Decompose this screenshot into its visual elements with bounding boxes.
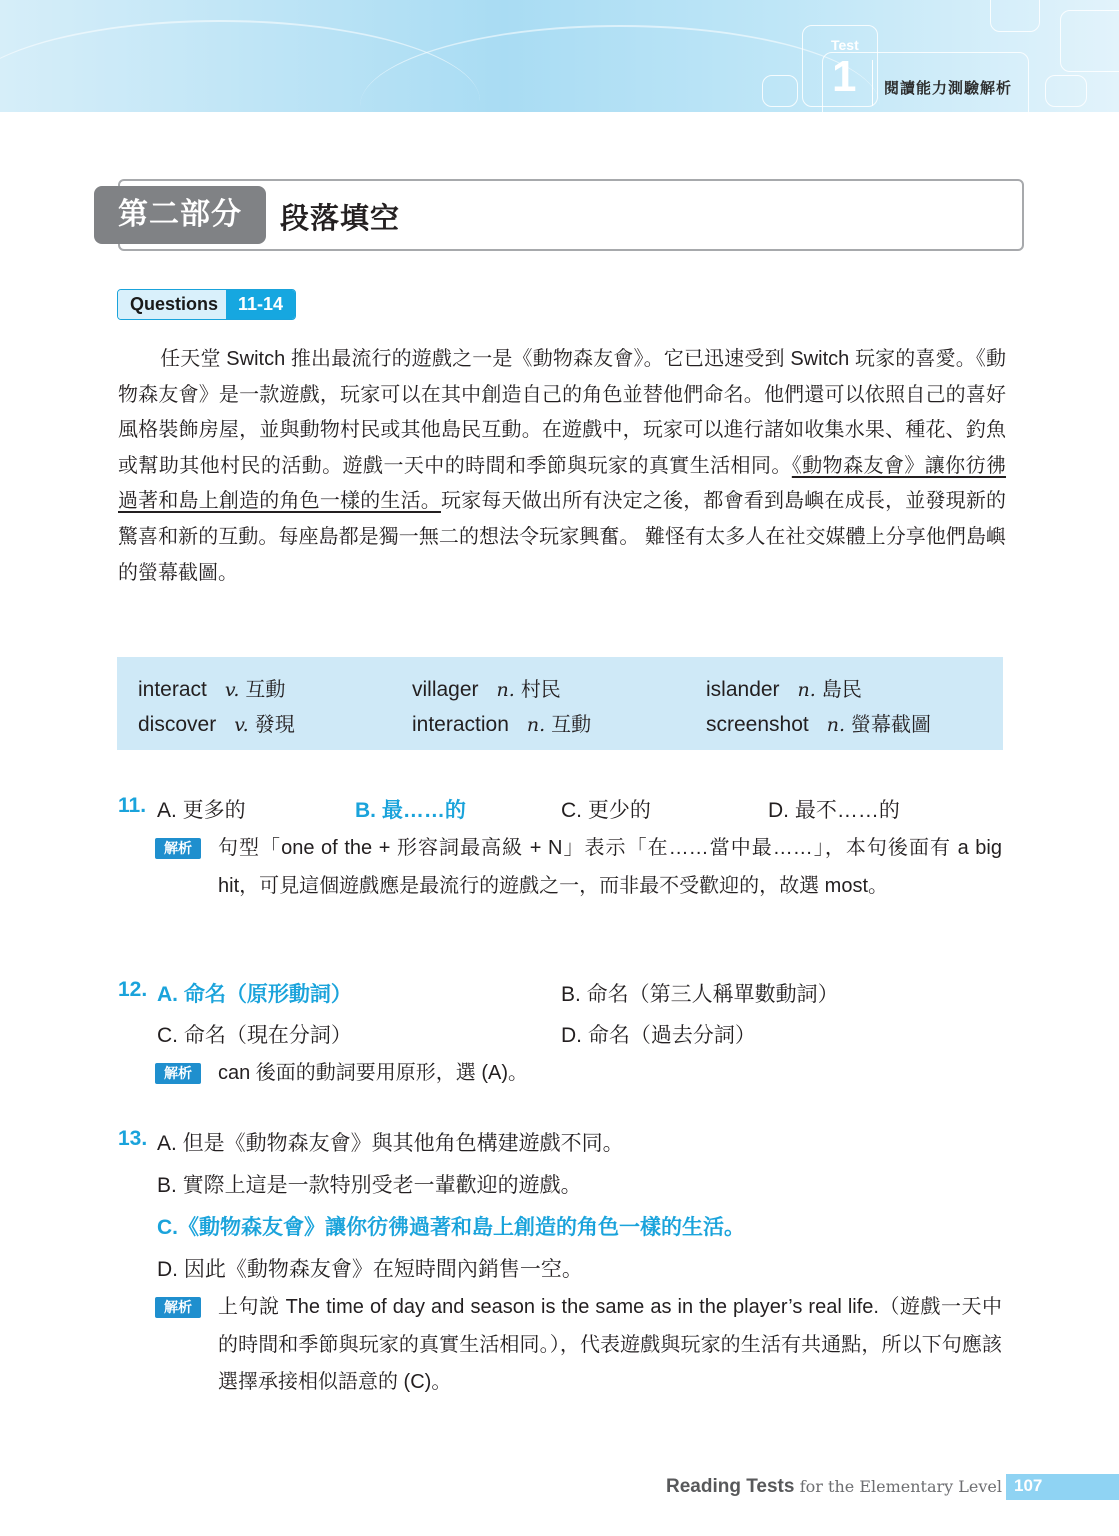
vocabulary-box xyxy=(117,657,1003,750)
vocab-pos: v. xyxy=(224,679,240,701)
test-label: Test xyxy=(831,37,859,53)
option-b: B. 實際上這是一款特別受老一輩歡迎的遊戲。 xyxy=(157,1174,582,1197)
vocab-item xyxy=(138,673,285,702)
footer-book-title xyxy=(666,1476,1002,1498)
frame-decoration xyxy=(762,75,798,107)
option-d: D. 命名（過去分詞） xyxy=(561,1024,756,1047)
explanation-tag: 解析 xyxy=(155,1063,201,1084)
option-b: B. 命名（第三人稱單數動詞） xyxy=(561,983,839,1006)
header-divider xyxy=(872,60,873,106)
vocab-word: islander xyxy=(706,678,780,701)
explanation-text: can 後面的動詞要用原形，選 (A)。 xyxy=(218,1062,529,1084)
vocab-meaning: 互動 xyxy=(245,679,286,701)
vocab-word: interaction xyxy=(412,713,509,736)
vocab-word: screenshot xyxy=(706,713,809,736)
vocab-word: discover xyxy=(138,713,217,736)
header-section-title: 閱讀能力測驗解析 xyxy=(884,80,1013,97)
frame-decoration xyxy=(1045,75,1087,107)
frame-decoration xyxy=(990,0,1040,32)
vocab-item xyxy=(706,673,862,702)
footer-title-bold: Reading Tests xyxy=(666,1476,795,1497)
explanation-text: 上句說 The time of day and season is the same as in the player’s real life.（遊戲一天中的時間和季節與玩家的真實生活相同。），代表遊戲與玩家的生活有共通點，所以下句應該選擇承接相似語意的 (C)。 xyxy=(218,1296,1002,1393)
vocab-pos: n. xyxy=(496,679,515,701)
passage-underlined-sentence: 《動物森友會》讓你彷彿過著和島上創造的角色一樣的生活。 xyxy=(118,454,1007,513)
vocab-item xyxy=(412,673,561,702)
frame-decoration xyxy=(1060,10,1119,72)
questions-badge-label: Questions xyxy=(118,290,226,319)
question-number: 13. xyxy=(118,1127,148,1150)
section-part-label: 第二部分 xyxy=(94,186,266,244)
question-number: 11. xyxy=(118,794,147,817)
vocab-meaning: 村民 xyxy=(520,679,561,701)
explanation-text: 句型「one of the + 形容詞最高級 + N」表示「在……當中最……」，本句後面有 a big hit，可見這個遊戲應是最流行的遊戲之一，而非最不受歡迎的，故選 most。 xyxy=(218,837,1002,897)
passage-text-2: 玩家每天做出所有決定之後，都會看到島嶼在成長，並發現新的驚喜和新的互動。每座島都是獨一無二的想法令玩家興奮。 難怪有太多人在社交媒體上分享他們島嶼的螢幕截圖。 xyxy=(118,490,1007,584)
vocab-pos: n. xyxy=(826,714,846,736)
option-c: C. 命名（現在分詞） xyxy=(157,1024,352,1047)
vocab-meaning: 發現 xyxy=(254,714,295,736)
reading-passage xyxy=(118,342,1006,591)
vocab-item xyxy=(138,708,295,737)
vocab-item xyxy=(412,708,591,737)
option-c: C. 更少的 xyxy=(561,799,651,822)
vocab-item xyxy=(706,708,931,737)
passage-text-1: 任天堂 Switch 推出最流行的遊戲之一是《動物森友會》。它已迅速受到 Switch 玩家的喜愛。《動物森友會》是一款遊戲，玩家可以在其中創造自己的角色並替他們命名。他們還可以依照自己的喜好風格裝飾房屋，並與動物村民或其他島民互動。在遊戲中，玩家可以進行諸如收集水果、種花、釣魚或幫助其他村民的活動。遊戲一天中的時間和季節與玩家的真實生活相同。 xyxy=(118,348,1006,477)
questions-badge xyxy=(117,289,296,320)
vocab-pos: n. xyxy=(797,679,816,701)
option-d: D. 最不……的 xyxy=(768,799,900,822)
section-part-title: 段落填空 xyxy=(280,201,401,235)
vocab-meaning: 螢幕截圖 xyxy=(851,714,932,736)
option-b-answer: B. 最……的 xyxy=(355,799,466,822)
vocab-word: villager xyxy=(412,678,479,701)
explanation-tag: 解析 xyxy=(155,1297,201,1318)
questions-badge-range: 11-14 xyxy=(226,290,295,319)
footer-title-rest: for the Elementary Level xyxy=(799,1477,1002,1496)
question-number: 12. xyxy=(118,978,148,1001)
test-number: 1 xyxy=(832,52,857,101)
option-c-answer: C.《動物森友會》讓你彷彿過著和島上創造的角色一樣的生活。 xyxy=(157,1216,745,1239)
vocab-pos: n. xyxy=(526,714,546,736)
explanation-tag: 解析 xyxy=(155,838,201,859)
option-d: D. 因此《動物森友會》在短時間內銷售一空。 xyxy=(157,1258,583,1281)
vocab-meaning: 互動 xyxy=(551,714,592,736)
option-a-answer: A. 命名（原形動詞） xyxy=(157,983,352,1006)
option-a: A. 更多的 xyxy=(157,799,246,822)
vocab-word: interact xyxy=(138,678,207,701)
vocab-pos: v. xyxy=(234,714,249,736)
page-number: 107 xyxy=(1014,1476,1043,1495)
vocab-meaning: 島民 xyxy=(821,679,862,701)
option-a: A. 但是《動物森友會》與其他角色構建遊戲不同。 xyxy=(157,1132,624,1155)
